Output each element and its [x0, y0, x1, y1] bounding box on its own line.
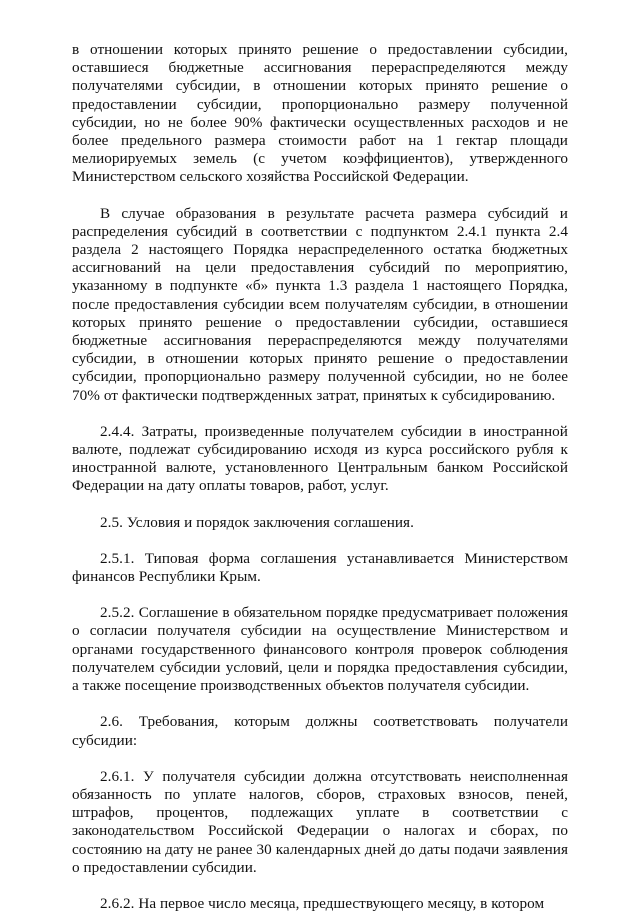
paragraph-2-6-2: 2.6.2. На первое число месяца, предшествующего месяцу, в котором [100, 894, 545, 912]
paragraph-2-5: 2.5. Условия и порядок заключения соглашения. [100, 513, 414, 531]
paragraph-continuation: в отношении которых принято решение о предоставлении субсидии, оставшиеся бюджетные ассигнования перераспределяются между получателями субсидии, в отношении которых принято решение о предоставлении субсидии, пропорционально размеру полученной субсидии, но не более 90% фактически осуществленных расходов и не более предельного размера стоимости работ на 1 гектар площади мелиорируемых земель (с учетом коэффициентов), утвержденного Министерством сельского хозяйства Российской Федерации. [72, 41, 568, 186]
paragraph-2-5-2: 2.5.2. Соглашение в обязательном порядке предусматривает положения о согласии получателя субсидии на осуществление Министерством и органами государственного финансового контроля проверок соблюдения получателем субсидии условий, цели и порядка предоставления субсидии, а также посещение производственных объектов получателя субсидии. [72, 604, 568, 695]
paragraph-2-4-4: 2.4.4. Затраты, произведенные получателем субсидии в иностранной валюте, подлежат субсидированию исходя из курса российского рубля к иностранной валюте, установленного Центральным банком Российской Федерации на дату оплаты товаров, работ, услуг. [72, 422, 568, 495]
paragraph-2-6: 2.6. Требования, которым должны соответствовать получатели субсидии: [72, 713, 568, 749]
paragraph-2-5-1: 2.5.1. Типовая форма соглашения устанавливается Министерством финансов Республики Крым. [72, 549, 568, 586]
paragraph-remainder-distribution: В случае образования в результате расчета размера субсидий и распределения субсидий в соответствии с подпунктом 2.4.1 пункта 2.4 раздела 2 настоящего Порядка нераспределенного остатка бюджетных ассигнований на цели предоставления субсидий по мероприятию, указанному в подпункте «б» пункта 1.3 раздела 1 настоящего Порядка, после предоставления субсидии всем получателям субсидии, в отношении которых принято решение о предоставлении субсидии, оставшиеся бюджетные ассигнования перераспределяются между получателями субсидии, в отношении которых принято решение о предоставлении субсидии, пропорционально размеру полученной субсидии, но не более 70% от фактически подтвержденных затрат, принятых к субсидированию. [72, 204, 568, 404]
paragraph-2-6-1: 2.6.1. У получателя субсидии должна отсутствовать неисполненная обязанность по уплате налогов, сборов, страховых взносов, пеней, штрафов, процентов, подлежащих уплате в соответствии с законодательством Российской Федерации о налогах и сборах, по состоянию на дату не ранее 30 календарных дней до даты подачи заявления о предоставлении субсидии. [72, 767, 568, 876]
